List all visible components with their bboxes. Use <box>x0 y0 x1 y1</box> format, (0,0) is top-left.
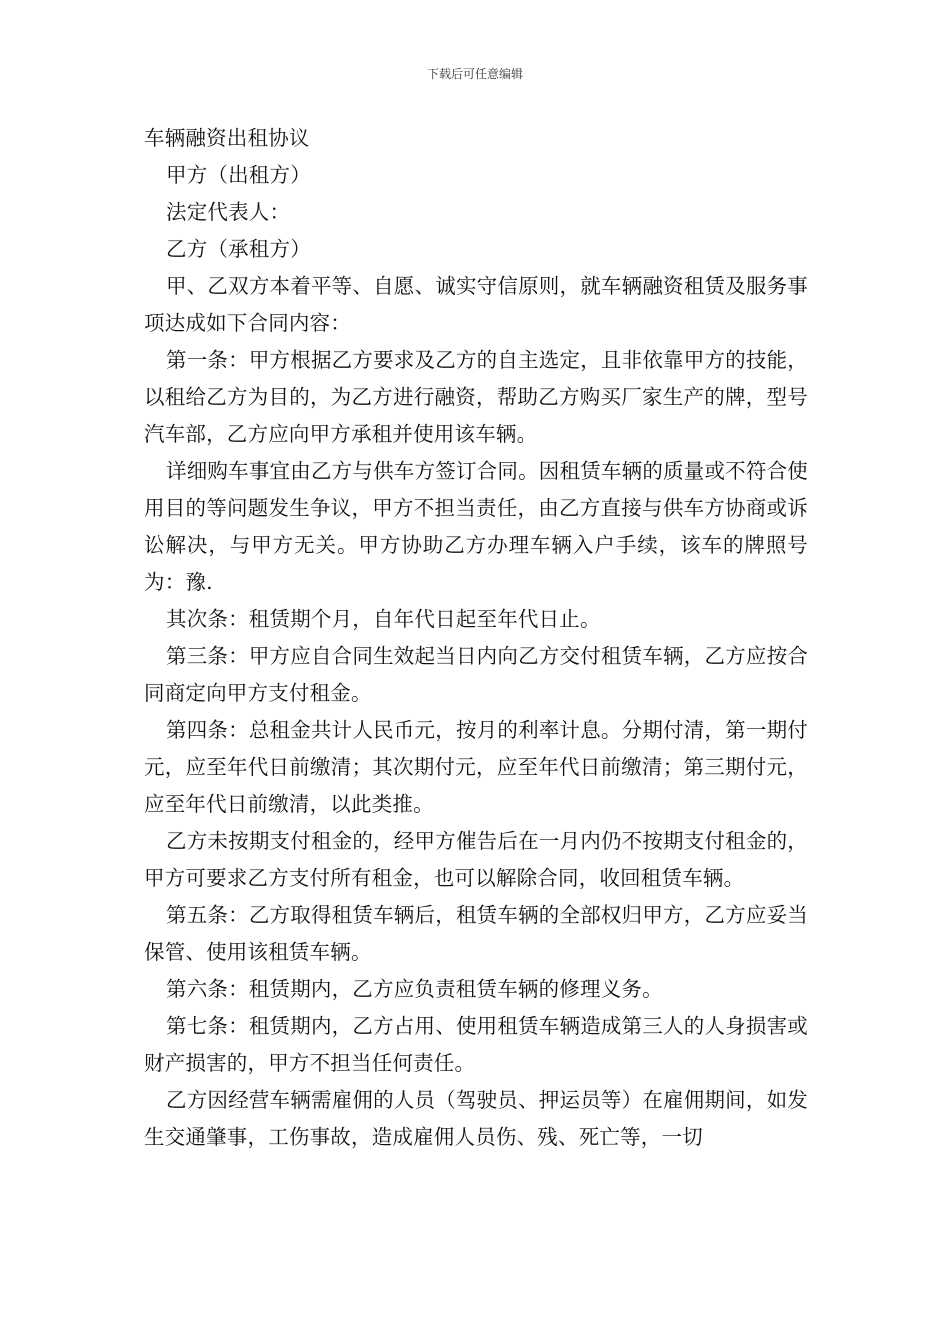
paragraph-preamble: 甲、乙双方本着平等、自愿、诚实守信原则，就车辆融资租赁及服务事项达成如下合同内容： <box>144 274 808 335</box>
page-header-note: 下载后可任意编辑 <box>426 67 523 81</box>
paragraph-party-a: 甲方（出租方） <box>166 163 311 187</box>
paragraph-article-1-detail: 详细购车事宜由乙方与供车方签订合同。因租赁车辆的质量或不符合使用目的等问题发生争议，甲方不担当责任，由乙方直接与供车方协商或诉讼解决，与甲方无关。甲方协助乙方办理车辆入户手续，该车的牌照号为：豫. <box>144 459 808 594</box>
paragraph-article-4-detail: 乙方未按期支付租金的，经甲方催告后在一月内仍不按期支付租金的，甲方可要求乙方支付所有租金，也可以解除合同，收回租赁车辆。 <box>144 829 808 890</box>
document-title: 车辆融资出租协议 <box>144 126 310 150</box>
paragraph-article-4: 第四条：总租金共计人民币元，按月的利率计息。分期付清，第一期付元，应至年代日前缴清；其次期付元，应至年代日前缴清；第三期付元，应至年代日前缴清，以此类推。 <box>144 718 808 816</box>
paragraph-article-3: 第三条：甲方应自合同生效起当日内向乙方交付租赁车辆，乙方应按合同商定向甲方支付租金。 <box>144 644 808 705</box>
paragraph-article-5: 第五条：乙方取得租赁车辆后，租赁车辆的全部权归甲方，乙方应妥当保管、使用该租赁车辆。 <box>144 903 808 964</box>
paragraph-party-b: 乙方（承租方） <box>166 237 311 261</box>
paragraph-article-7-detail: 乙方因经营车辆需雇佣的人员（驾驶员、押运员等）在雇佣期间，如发生交通肇事，工伤事故，造成雇佣人员伤、残、死亡等，一切 <box>144 1088 808 1149</box>
paragraph-article-7: 第七条：租赁期内，乙方占用、使用租赁车辆造成第三人的人身损害或财产损害的，甲方不担当任何责任。 <box>144 1014 808 1075</box>
document-body <box>144 120 808 1156</box>
paragraph-article-1: 第一条：甲方根据乙方要求及乙方的自主选定，且非依靠甲方的技能，以租给乙方为目的，为乙方进行融资，帮助乙方购买厂家生产的牌，型号汽车部，乙方应向甲方承租并使用该车辆。 <box>144 348 808 446</box>
paragraph-legal-representative: 法定代表人： <box>166 200 291 224</box>
paragraph-article-6: 第六条：租赁期内，乙方应负责租赁车辆的修理义务。 <box>166 977 663 1001</box>
paragraph-article-2: 其次条：租赁期个月，自年代日起至年代日止。 <box>166 607 601 631</box>
